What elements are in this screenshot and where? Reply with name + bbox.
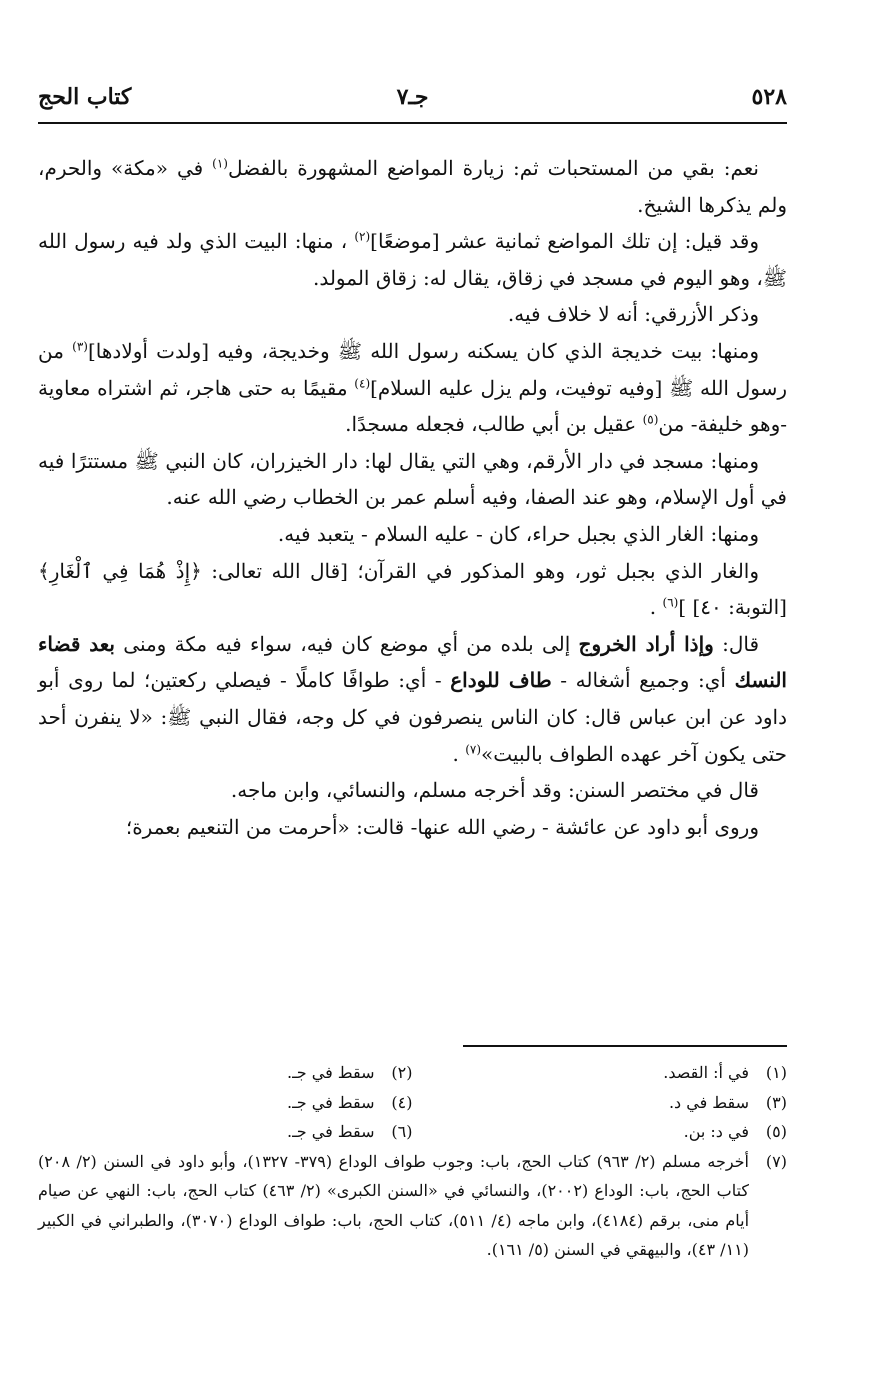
text-run: وذكر الأزرقي: أنه لا خلاف فيه. — [507, 302, 759, 327]
footnote — [38, 1088, 413, 1118]
footnote-text: سقط في جـ. — [286, 1092, 375, 1112]
footnotes — [38, 1058, 787, 1265]
text-run: أي: وجميع أشغاله - — [551, 668, 735, 693]
footnote-divider — [463, 1045, 787, 1047]
page-number: ٥٢٨ — [751, 84, 787, 110]
paragraph — [38, 333, 787, 443]
paragraph — [38, 772, 787, 809]
paragraph — [38, 150, 787, 223]
footnote-row — [38, 1117, 787, 1147]
text-run: ، منها: البيت الذي ولد فيه رسول الله ﷺ، وهو اليوم في مسجد في زقاق، يقال له: زقاق المولد. — [38, 229, 787, 290]
main-text — [38, 150, 787, 845]
header-divider — [38, 122, 787, 124]
text-run: إلى بلده من أي موضع كان فيه، سواء فيه مكة ومنى — [115, 631, 579, 656]
text-run: ومنها: الغار الذي بجبل حراء، كان - عليه السلام - يتعبد فيه. — [277, 521, 759, 546]
text-run: قال: — [713, 631, 760, 656]
matn-text: وإذا أراد الخروج — [578, 631, 714, 656]
paragraph — [38, 516, 787, 553]
footnote-row — [38, 1058, 787, 1088]
footnote-ref: (١) — [212, 156, 228, 171]
footnote-ref: (٤) — [354, 375, 371, 390]
matn-text: بعد قضاء النسك — [38, 631, 787, 693]
footnote-ref: (٢) — [354, 229, 371, 244]
footnote-ref: (٦) — [662, 595, 679, 610]
volume-label: جـ٧ — [396, 84, 429, 110]
footnote-row — [38, 1088, 787, 1118]
footnote-number: (٦) — [391, 1122, 413, 1141]
footnote-number: (٧) — [765, 1151, 787, 1171]
footnote-number: (٣) — [765, 1092, 787, 1112]
footnote-text: سقط في جـ. — [286, 1063, 375, 1082]
footnote — [38, 1058, 413, 1088]
footnote-text: في د: بن. — [683, 1122, 749, 1141]
footnote-text: في أ: القصد. — [663, 1063, 749, 1082]
text-run: . — [649, 595, 663, 620]
footnote — [413, 1058, 788, 1088]
footnote-number: (٥) — [765, 1122, 787, 1141]
footnote-text: أخرجه مسلم (٢/ ٩٦٣) كتاب الحج، باب: وجوب طواف الوداع (٣٧٩- ١٣٢٧)، وأبو داود في السنن (٢/ ٢٠٨) كتاب الحج، باب: الوداع (٢٠٠٢)، والنسائي في «السنن الكبرى» (٢/ ٤٦٣) كتاب الحج، باب: النهي عن صيام أيام منى، برقم (٤١٨٤)، وابن ماجه (٤/ ٥١١)، كتاب الحج، باب: طواف الوداع (٣٠٧٠)، والطبراني في الكبير (١١/ ٤٣)، والبيهقي في السنن (٥/ ١٦١). — [38, 1151, 750, 1259]
footnote — [38, 1147, 787, 1265]
footnote-text: سقط في جـ. — [286, 1122, 375, 1141]
paragraph — [38, 809, 787, 846]
paragraph — [38, 553, 787, 626]
text-run: وقد قيل: إن تلك المواضع ثمانية عشر [موضعًا] — [370, 229, 759, 254]
text-run: ومنها: بيت خديجة الذي كان يسكنه رسول الله ﷺ وخديجة، وفيه [ولدت أولادها] — [87, 338, 759, 363]
footnote-number: (٤) — [391, 1092, 413, 1112]
running-header — [38, 84, 787, 124]
paragraph — [38, 443, 787, 516]
text-run: - أي: طوافًا كاملًا - فيصلي ركعتين؛ لما روى أبو داود عن ابن عباس قال: كان الناس ينصرفون في كل وجه، فقال النبي ﷺ: «لا ينفرن أحد حتى يكون آخر عهده الطواف بالبيت» — [38, 668, 787, 766]
text-run: من رسول الله ﷺ [وفيه توفيت، ولم يزل عليه السلام] — [38, 338, 788, 400]
footnote-ref: (٧) — [465, 741, 482, 756]
text-run: . — [452, 741, 466, 766]
paragraph — [38, 223, 787, 296]
matn-text: طاف للوداع — [450, 668, 552, 693]
text-run: في «مكة» والحرم، ولم يذكرها الشيخ. — [38, 156, 787, 217]
text-run: نعم: بقي من المستحبات ثم: زيارة المواضع المشهورة بالفضل — [227, 156, 759, 180]
footnote-number: (١) — [765, 1063, 787, 1082]
footnote-text: سقط في د. — [668, 1092, 749, 1112]
text-run: ومنها: مسجد في دار الأرقم، وهي التي يقال لها: دار الخيزران، كان النبي ﷺ مستترًا فيه في أول الإسلام، وهو عند الصفا، وفيه أسلم عمر بن الخطاب رضي الله عنه. — [38, 448, 787, 510]
footnote-ref: (٣) — [72, 339, 88, 354]
paragraph — [38, 296, 787, 333]
text-run: والغار الذي بجبل ثور، وهو المذكور في القرآن؛ [قال الله تعالى: ﴿إِذْ هُمَا فِي ٱلْغَارِ﴾ [التوبة: ٤٠] ] — [38, 558, 787, 620]
text-run: وروى أبو داود عن عائشة - رضي الله عنها- قالت: «أحرمت من التنعيم بعمرة؛ — [125, 814, 759, 839]
text-run: قال في مختصر السنن: وقد أخرجه مسلم، والنسائي، وابن ماجه. — [230, 778, 759, 803]
paragraph — [38, 626, 787, 772]
footnote — [413, 1117, 788, 1147]
footnote — [413, 1088, 788, 1118]
footnote-number: (٢) — [391, 1063, 413, 1082]
text-run: عقيل بن أبي طالب، فجعله مسجدًا. — [345, 412, 643, 437]
book-title: كتاب الحج — [38, 84, 132, 110]
footnote-ref: (٥) — [642, 412, 659, 427]
text-run: مقيمًا به حتى هاجر، ثم اشتراه معاوية -وهو خليفة- من — [38, 375, 787, 437]
footnote — [38, 1117, 413, 1147]
